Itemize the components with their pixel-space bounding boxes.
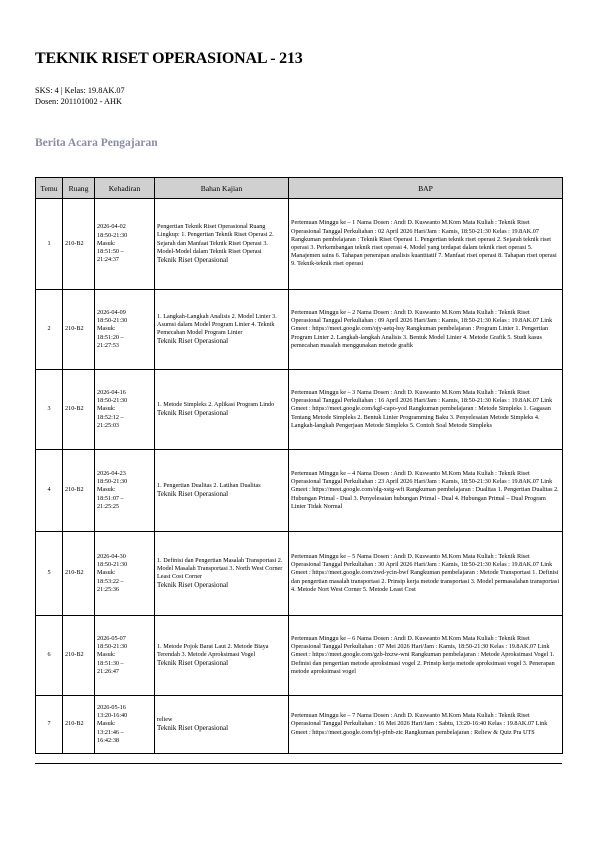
room-cell: 210-B2 [63,532,95,616]
page-title: TEKNIK RISET OPERASIONAL - 213 [35,50,303,67]
topic-text: 1. Pengertian Dualitas 2. Latihan Dualitas [157,481,261,489]
topic-cell [155,290,289,370]
attendance-masuk: 18:51:07 – [97,494,124,502]
attendance-masuk: 18:51:50 – [97,248,124,256]
topic-text: 1. Definisi dan Pengertian Masalah Transportasi 2. Model Masalah Transportasi 3. North West Corner Least Cost Corner [157,556,283,581]
attendance-time: 18:50-21:30 [97,317,128,325]
room-cell: 210-B2 [63,370,95,450]
page-bottom-rule [35,763,562,764]
attendance-cell [95,616,155,696]
col-header-temu: Temu [36,178,63,199]
attendance-cell [95,696,155,754]
topic-course: Teknik Riset Operasional [157,581,229,590]
section-title: Berita Acara Pengajaran [35,137,158,149]
attendance-date: 2026-04-30 [97,552,126,560]
room-cell: 210-B2 [63,616,95,696]
attendance-date: 2026-04-09 [97,308,126,316]
attendance-date: 2026-05-07 [97,634,126,642]
meeting-number: 6 [36,616,63,696]
attendance-time: 18:50-21:30 [97,397,128,405]
attendance-time: 18:50-21:30 [97,643,128,651]
attendance-keluar: 21:25:25 [97,502,120,510]
topic-course: Teknik Riset Operasional [157,724,229,733]
attendance-date: 2026-04-16 [97,388,126,396]
room-cell: 210-B2 [63,696,95,754]
topic-cell [155,450,289,532]
meeting-number: 7 [36,696,63,754]
attendance-masuk: 18:51:30 – [97,659,124,667]
attendance-time: 18:50-21:30 [97,561,128,569]
topic-course: Teknik Riset Operasional [157,255,229,264]
room-cell: 210-B2 [63,450,95,532]
attendance-masuk: 13:21:46 – [97,728,124,736]
attendance-cell [95,450,155,532]
attendance-masuk-label: Masuk: [97,720,116,728]
attendance-date: 2026-05-16 [97,703,126,711]
attendance-keluar: 21:25:36 [97,585,120,593]
meeting-number: 1 [36,199,63,290]
topic-cell [155,616,289,696]
attendance-masuk: 18:53:22 – [97,577,124,585]
meeting-number: 5 [36,532,63,616]
attendance-date: 2026-04-02 [97,223,126,231]
lecturer-meta: Dosen: 201101002 - AHK [35,97,123,106]
topic-text: reliew [157,715,173,723]
attendance-keluar: 21:24:37 [97,256,120,264]
topic-cell [155,199,289,290]
attendance-masuk-label: Masuk: [97,239,116,247]
bap-cell: Pertemuan Minggu ke – 7 Nama Dosen : Andi D. Kuswanto M.Kom Mata Kuliah : Teknik Riset Operasional Tanggal Perkuliahan : 16 Mei 2026 Hari/Jam : Sabtu, 13:20-16:40 Kelas : 19.8AK.07 Link Gmeet : https://meet.google.com/bji-pfnb-ztc Rangkuman pembelajaran : Reliew & Quiz Pra UTS [289,696,563,754]
table-row [36,199,563,290]
table-header-row [36,178,563,199]
bap-cell: Pertemuan Minggu ke – 5 Nama Dosen : Andi D. Kuswanto M.Kom Mata Kuliah : Teknik Riset Operasional Tanggal Perkuliahan : 30 April 2026 Hari/Jam : Kamis, 18:50-21:30 Kelas : 19.8AK.07 Link Gmeet : https://meet.google.com/zwd-ycin-bwf Rangkuman pembelajaran : Metode Transportasi 1. Definisi dan pengertian masalah transportasi 2. Prinsip kerja metode transportasi 3. Model permasalahan transportasi 4. Metode Nort West Corner 5. Metode Least Cost [289,532,563,616]
attendance-time: 13:20-16:40 [97,712,128,720]
topic-cell [155,696,289,754]
attendance-masuk: 18:51:20 – [97,333,124,341]
attendance-masuk: 18:52:12 – [97,413,124,421]
topic-text: Pengertian Teknik Riset Operasional Ruang Lingkup: 1. Pengertian Teknik Riset Operasi 2. Sejarah dan Manfaat Teknik Riset Operasi 3. Model-Model dalam Teknik Riset Operasi [157,223,274,255]
topic-cell [155,532,289,616]
table-row [36,450,563,532]
attendance-masuk-label: Masuk: [97,569,116,577]
attendance-masuk-label: Masuk: [97,651,116,659]
attendance-keluar: 16:42:38 [97,736,120,744]
topic-course: Teknik Riset Operasional [157,490,229,499]
col-header-ruang: Ruang [63,178,95,199]
room-cell: 210-B2 [63,290,95,370]
bap-cell: Pertemuan Minggu ke – 1 Nama Dosen : Andi D. Kuswanto M.Kom Mata Kuliah : Teknik Riset Operasional Tanggal Perkuliahan : 02 April 2026 Hari/Jam : Kamis, 18:50-21:30 Kelas : 19.8AK.07 Rangkuman pembelajaran : Teknik Riset Operasi 1. Pengertian teknik riset operasi 2. Sejarah teknik riset operasi 3. Perkembangan teknik riset operasi 4. Model yang terdapat dalam teknik riset operasi 5. Manajemen sains 6. Tahapan penerapan analisis kuantitatif 7. Manfaat riset operasi 8. Tahapan riset operasi 9. Teknik-teknik riset operasi [289,199,563,290]
attendance-date: 2026-04-23 [97,469,126,477]
bap-cell: Pertemuan Minggu ke – 4 Nama Dosen : Andi D. Kuswanto M.Kom Mata Kuliah : Teknik Riset Operasional Tanggal Perkuliahan : 23 April 2026 Hari/Jam : Kamis, 18:50-21:30 Kelas : 19.8AK.07 Link Gmeet : https://meet.google.com/olg-xstg-wfi Rangkuman pembelajaran : Dualitas 1. Pengertian Dualitas 2. Hubungan Primal - Dual 3. Penyelesaian hubungan Primal - Dual 4. Hubungan Primal – Dual Program Linier Tidak Normal [289,450,563,532]
table-row [36,290,563,370]
col-header-bap: BAP [289,178,563,199]
attendance-cell [95,199,155,290]
table-row [36,370,563,450]
attendance-keluar: 21:27:53 [97,341,120,349]
meeting-number: 2 [36,290,63,370]
attendance-time: 18:50-21:30 [97,231,128,239]
bap-cell: Pertemuan Minggu ke – 3 Nama Dosen : Andi D. Kuswanto M.Kom Mata Kuliah : Teknik Riset Operasional Tanggal Perkuliahan : 16 April 2026 Hari/Jam : Kamis, 18:50-21:30 Kelas : 19.8AK.07 Link Gmeet : https://meet.google.com/kgf-capo-yod Rangkuman pembelajaran : Metode Simpleks 1. Gagasan Tentang Metode Simpleks 2. Bentuk Linier Programming Baku 3. Penyelesaian Metode Simpleks 4. Langkah-langkah Pengerjaan Metode Simpleks 5. Contoh Soal Metode Simpleks [289,370,563,450]
topic-text: 1. Metode Simpleks 2. Aplikasi Program Lindo [157,400,275,408]
attendance-keluar: 21:26:47 [97,667,120,675]
bap-cell: Pertemuan Minggu ke – 2 Nama Dosen : Andi D. Kuswanto M.Kom Mata Kuliah : Teknik Riset Operasional Tanggal Perkuliahan : 09 April 2026 Hari/Jam : Kamis, 18:50-21:30 Kelas : 19.8AK.07 Link Gmeet : https://meet.google.com/ojy-aetq-hsy Rangkuman pembelajaran : Program Linier 1. Pengertian Program Linier 2. Langkah-langkah Analisis 3. Bentuk Model Linier 4. Metode Grafik 5. Studi kasus pemecahan masalah menggunakan metode grafik [289,290,563,370]
course-meta: SKS: 4 | Kelas: 19.8AK.07 [35,86,125,95]
attendance-masuk-label: Masuk: [97,405,116,413]
col-header-kehadiran: Kehadiran [95,178,155,199]
topic-course: Teknik Riset Operasional [157,659,229,668]
topic-cell [155,370,289,450]
topic-text: 1. Langkah-Langkah Analisis 2. Model Linier 3. Asumsi dalam Model Program Linier 4. Teknik Pemecahan Model Program Linier [157,312,277,337]
attendance-masuk-label: Masuk: [97,325,116,333]
col-header-bahan-kajian: Bahan Kajian [155,178,289,199]
topic-text: 1. Metode Pojok Barat Laut 2. Metode Biaya Terendah 3. Metode Aproksimasi Vogel [157,642,269,658]
bap-cell: Pertemuan Minggu ke – 6 Nama Dosen : Andi D. Kuswanto M.Kom Mata Kuliah : Teknik Riset Operasional Tanggal Perkuliahan : 07 Mei 2026 Hari/Jam : Kamis, 18:50-21:30 Kelas : 19.8AK.07 Link Gmeet : https://meet.google.com/gzb-hxzw-wni Rangkuman pembelajaran : Metode Aproksimasi Vogel 1. Definisi dan pengertian metode aproksimasi vogel 2. Prinsip kerja metode aproksimasi vogel 3. Penerapan metode aproksimasi vogel [289,616,563,696]
table-row [36,696,563,754]
room-cell: 210-B2 [63,199,95,290]
bap-table [35,177,563,754]
meeting-number: 4 [36,450,63,532]
attendance-cell [95,290,155,370]
attendance-cell [95,370,155,450]
attendance-keluar: 21:25:03 [97,421,120,429]
topic-course: Teknik Riset Operasional [157,337,229,346]
attendance-time: 18:50-21:30 [97,478,128,486]
attendance-masuk-label: Masuk: [97,486,116,494]
attendance-cell [95,532,155,616]
table-row [36,616,563,696]
topic-course: Teknik Riset Operasional [157,409,229,418]
table-row [36,532,563,616]
meeting-number: 3 [36,370,63,450]
